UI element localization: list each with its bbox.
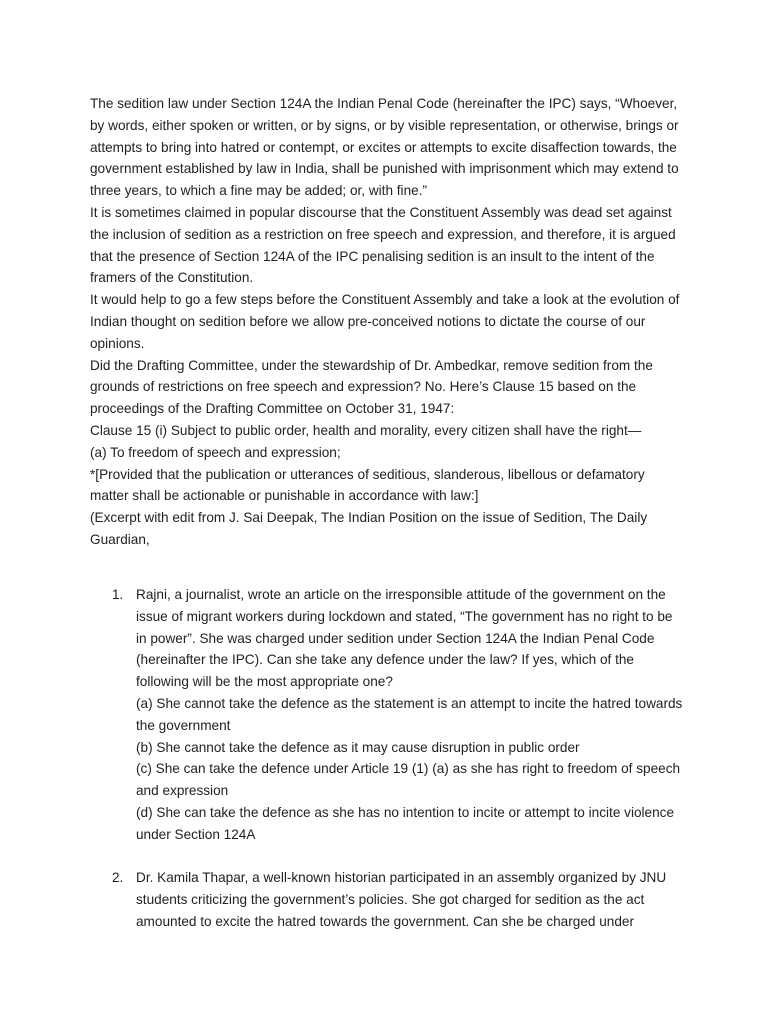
option-c: (c) She can take the defence under Article 19 (1) (a) as she has right to freedom of speech and expression (136, 761, 681, 799)
question-number: 1. (112, 587, 124, 602)
question-1 (90, 584, 686, 846)
passage-paragraph-clause-15: Clause 15 (i) Subject to public order, health and morality, every citizen shall have the right— (90, 422, 642, 438)
passage-paragraph-clause-15-a: (a) To freedom of speech and expression; (90, 444, 341, 460)
question-text: Rajni, a journalist, wrote an article on the irresponsible attitude of the government on the issue of migrant workers during lockdown and stated, “The government has no right to be in power”. She was charged under sedition under Section 124A the Indian Penal Code (hereinafter the IPC). Can she take any defence under the law? If yes, which of the following will be the most appropriate one? (136, 587, 673, 690)
passage-paragraph-sedition-law: The sedition law under Section 124A the Indian Penal Code (hereinafter the IPC) says, “Whoever, by words, either spoken or written, or by signs, or by visible representation, or otherwise, brings or attempts to bring into hatred or contempt, or excites or attempts to excite disaffection towards, the government established by law in India, shall be punished with imprisonment which may extend to three years, to which a fine may be added; or, with fine.” (90, 96, 679, 199)
passage-paragraph-evolution: It would help to go a few steps before the Constituent Assembly and take a look at the evolution of Indian thought on sedition before we allow pre-conceived notions to dictate the course of our opinions. (90, 292, 680, 351)
passage-paragraph-drafting-committee: Did the Drafting Committee, under the stewardship of Dr. Ambedkar, remove sedition from the grounds of restrictions on free speech and expression? No. Here’s Clause 15 based on the proceedings of the Drafting Committee on October 31, 1947: (90, 357, 653, 417)
passage-paragraph-excerpt-source: (Excerpt with edit from J. Sai Deepak, The Indian Position on the issue of Sedition, The Daily Guardian, (90, 510, 648, 547)
option-d: (d) She can take the defence as she has no intention to incite or attempt to incite violence under Section 124A (136, 804, 675, 842)
passage (90, 93, 686, 551)
question-number: 2. (112, 870, 124, 886)
option-a: (a) She cannot take the defence as the statement is an attempt to incite the hatred towards the government (136, 695, 683, 733)
question-text: Dr. Kamila Thapar, a well-known historian participated in an assembly organized by JNU students criticizing the government’s policies. She got charged for sedition as the act amounted to excite the hatred towards the government. Can she be charged under (136, 870, 667, 929)
option-list (136, 693, 686, 846)
question-2 (90, 867, 686, 932)
option-b: (b) She cannot take the defence as it may cause disruption in public order (136, 739, 580, 755)
passage-paragraph-popular-discourse: It is sometimes claimed in popular discourse that the Constituent Assembly was dead set against the inclusion of sedition as a restriction on free speech and expression, and therefore, it is argued that the presence of Section 124A of the IPC penalising sedition is an insult to the intent of the framers of the Constitution. (90, 204, 676, 286)
question-list (90, 584, 686, 955)
passage-paragraph-proviso: *[Provided that the publication or utterances of seditious, slanderous, libellous or defamatory matter shall be actionable or punishable in accordance with law:] (90, 466, 645, 504)
